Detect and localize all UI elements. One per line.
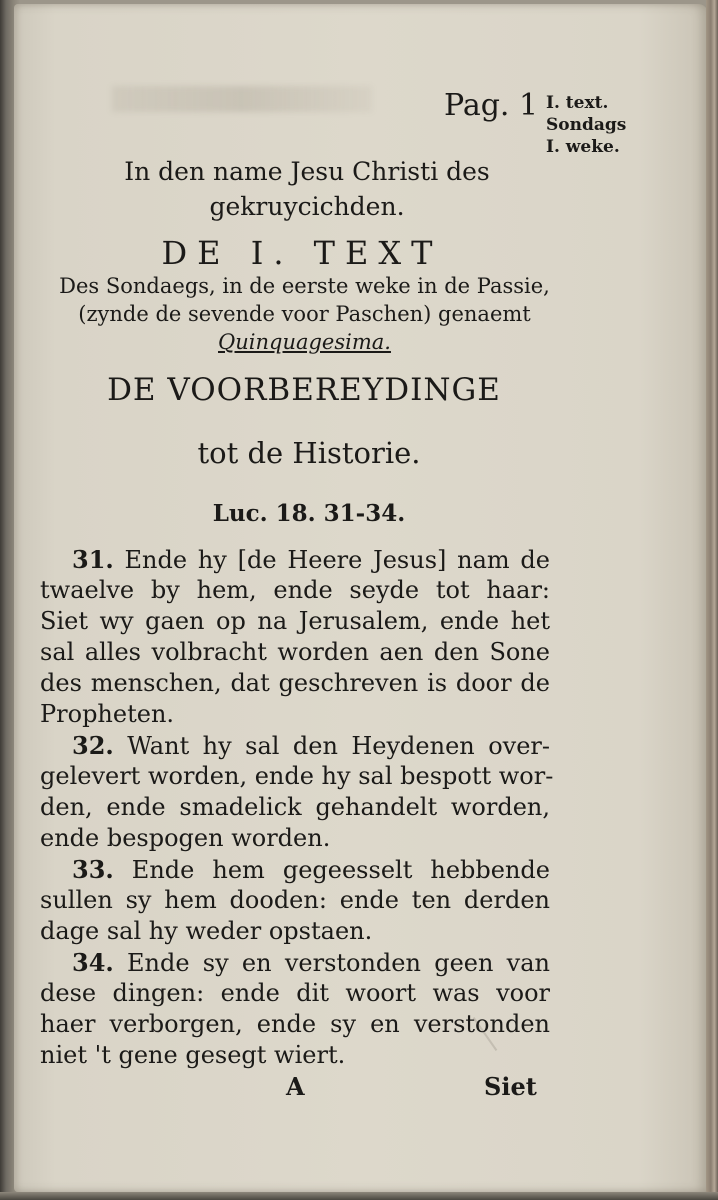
verse-number: 31. (72, 545, 114, 574)
book-edge (706, 0, 718, 1200)
verse-line: niet 't gene gesegt wiert. (40, 1041, 346, 1069)
verse-line: dage sal hy weder opstaen. (40, 917, 373, 945)
verse-line: haer verborgen, ende sy en verstonden (40, 1010, 550, 1038)
verse-line: sal alles volbracht worden aen den Sone (40, 638, 550, 666)
verse-line: twaelve by hem, ende seyde tot haar: (40, 576, 550, 604)
margin-note (546, 92, 626, 158)
verse-text: Ende hy [de Heere Jesus] nam de (113, 546, 550, 574)
verse-line (40, 544, 550, 575)
verse-text: Ende hem gegeesselt hebbende (113, 856, 550, 884)
sunday-description (32, 272, 577, 356)
catchword: Siet (484, 1072, 537, 1101)
scripture-reference: Luc. 18. 31-34. (212, 500, 406, 527)
verse-number: 32. (72, 731, 114, 760)
bleed-through-shadow (112, 86, 372, 112)
verse-line: sullen sy hem dooden: ende ten derden (40, 886, 550, 914)
sunday-latin-name: Quinquagesima. (218, 330, 391, 354)
verse-line: Siet wy gaen op na Jerusalem, ende het (40, 607, 550, 635)
invocation: In den name Jesu Christi des gekruycichden. (124, 157, 490, 221)
verse-number: 33. (72, 855, 114, 884)
verse-line: ende bespogen worden. (40, 824, 331, 852)
book-bottom-edge (0, 1192, 718, 1200)
verse-text: Want hy sal den Heydenen over- (113, 732, 550, 760)
verse-list (40, 544, 554, 1071)
margin-note-line: I. text. (546, 93, 609, 113)
section-subtitle: tot de Historie. (197, 436, 421, 470)
verse-text: Ende sy en verstonden geen van (113, 949, 550, 977)
sunday-description-main: Des Sondaegs, in de eerste weke in de Passie, (zynde de sevende voor Paschen) genaemt (59, 274, 550, 326)
signature-mark: A (286, 1072, 305, 1101)
verse-line (40, 854, 550, 885)
text-heading: DE I. TEXT (161, 234, 443, 272)
verse-number: 34. (72, 948, 114, 977)
margin-note-line: Sondags (546, 115, 627, 135)
verse-line: des menschen, dat geschreven is door de (40, 669, 550, 697)
page-number: Pag. 1 (444, 88, 539, 123)
verse-line: Propheten. (40, 700, 175, 728)
verse-line (40, 730, 550, 761)
section-title: DE VOORBEREYDINGE (107, 372, 501, 408)
verse-line (40, 947, 550, 978)
verse-line: gelevert worden, ende hy sal bespott wor- (40, 762, 554, 790)
page (14, 4, 708, 1192)
verse-line: den, ende smadelick gehandelt worden, (40, 793, 550, 821)
verse-line: dese dingen: ende dit woort was voor (40, 979, 550, 1007)
margin-note-line: I. weke. (546, 137, 620, 157)
